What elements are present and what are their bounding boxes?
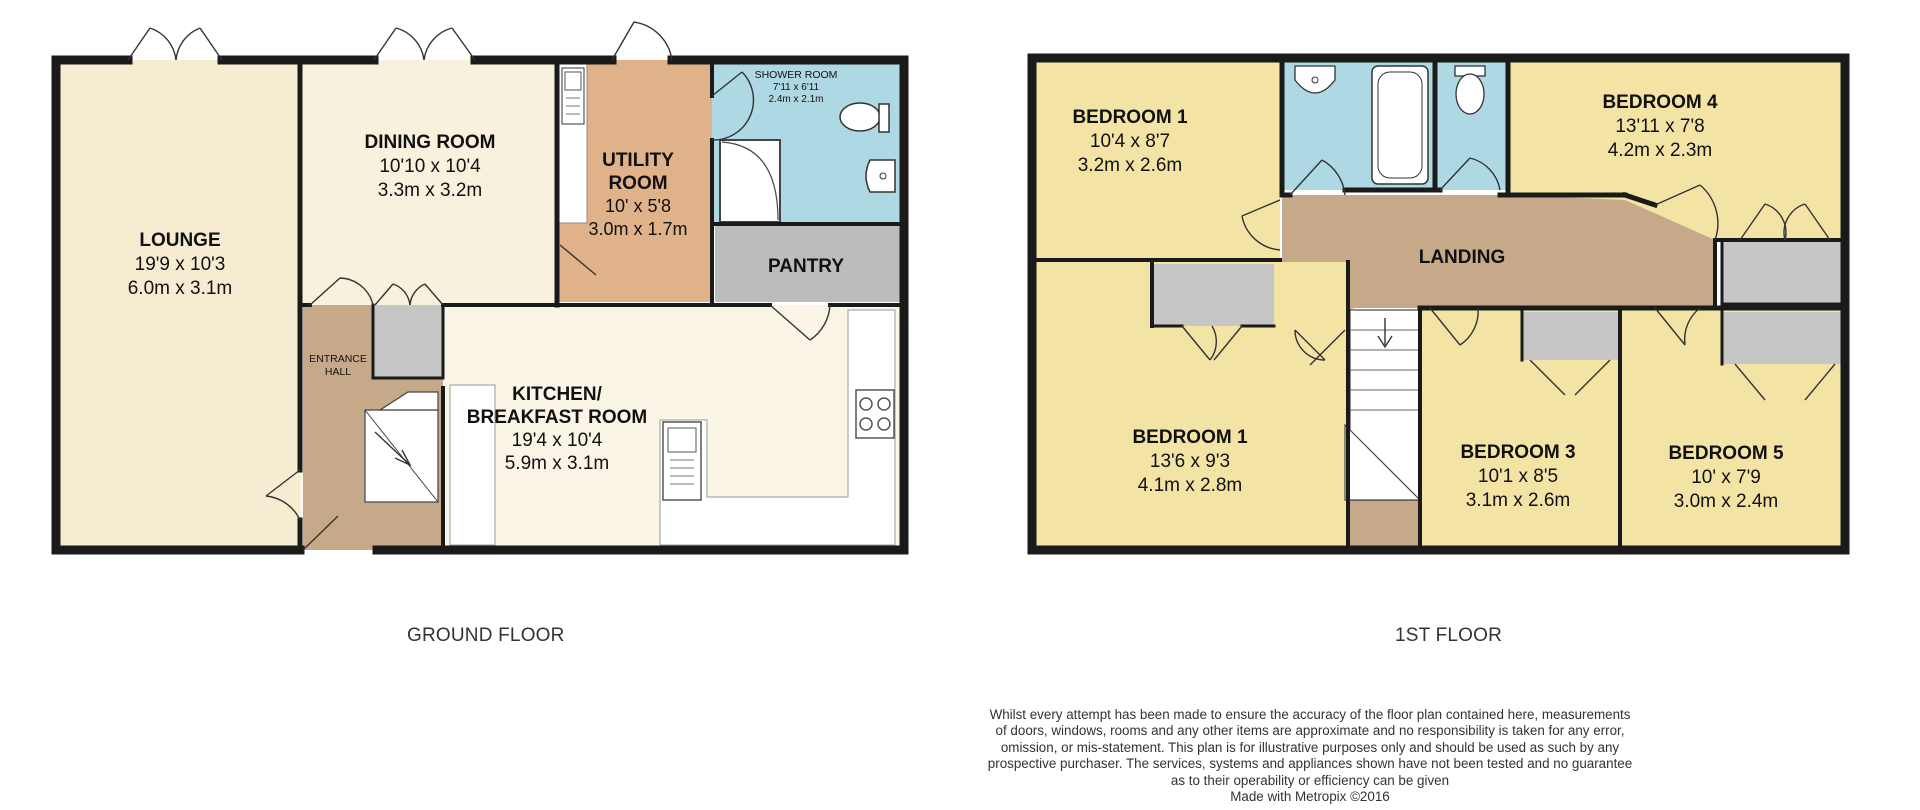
disclaimer-line: of doors, windows, rooms and any other items are approximate and no responsibility is taken for any error, [995,723,1625,739]
bedroom1-top-metric: 3.2m x 2.6m [1077,155,1183,176]
bedroom1-top-name: BEDROOM 1 [1072,107,1188,128]
bedroom1-bottom-imperial: 13'6 x 9'3 [1149,451,1231,472]
metropix-credit: Made with Metropix ©2016 [1230,789,1390,805]
hall-name-2: HALL [324,366,352,378]
lounge-metric: 6.0m x 3.1m [127,278,233,299]
utility-name-2: ROOM [608,173,668,194]
kitchen-name-1: KITCHEN/ [512,384,602,405]
toilet-icon [840,103,889,132]
dining-name: DINING ROOM [364,132,496,153]
shower-name: SHOWER ROOM [754,69,838,81]
disclaimer-line: omission, or mis-statement. This plan is for illustrative purposes only and should be used as such by any [1000,739,1620,755]
disclaimer-line: Whilst every attempt has been made to ensure the accuracy of the floor plan contained here, measurements [989,707,1631,722]
disclaimer-line: as to their operability or efficiency can be given [1170,772,1450,788]
bedroom1-bottom-metric: 4.1m x 2.8m [1137,475,1243,496]
cupboard-bedroom5 [1722,312,1842,364]
bedroom4-metric: 4.2m x 2.3m [1607,140,1713,161]
bedroom4-imperial: 13'11 x 7'8 [1615,116,1705,137]
bedroom1-top-imperial: 10'4 x 8'7 [1089,131,1171,152]
kitchen-name-2: BREAKFAST ROOM [466,407,648,428]
first-floor-stairs-icon [1345,310,1420,500]
toilet-icon-upstairs [1455,66,1485,114]
ground-floor-label: GROUND FLOOR [407,625,565,646]
dining-imperial: 10'10 x 10'4 [379,156,481,177]
bedroom4-name: BEDROOM 4 [1602,92,1718,113]
lounge-name: LOUNGE [139,230,221,251]
basin-icon [866,160,895,192]
utility-name-1: UTILITY [602,150,674,171]
bedroom3-metric: 3.1m x 2.6m [1465,490,1571,511]
disclaimer [880,707,1740,805]
kitchen-hob-icon [856,390,894,438]
utility-metric: 3.0m x 1.7m [588,219,688,239]
disclaimer-line: prospective purchaser. The services, systems and appliances shown have not been tested and no guarantee [987,756,1633,772]
shower-tray-icon [720,140,780,222]
hall-cupboard [373,305,443,378]
bedroom1-bottom-name: BEDROOM 1 [1132,427,1248,448]
bedroom5-metric: 3.0m x 2.4m [1673,491,1779,512]
lounge-room [56,60,300,550]
bedroom5-name: BEDROOM 5 [1668,443,1784,464]
bedroom5-imperial: 10' x 7'9 [1691,467,1761,488]
cupboard-landing [1722,242,1842,304]
pantry-name: PANTRY [768,256,844,277]
cupboard-bedroom3 [1522,312,1618,360]
bath-icon [1372,66,1428,184]
hall-name-1: ENTRANCE [309,353,367,365]
kitchen-metric: 5.9m x 3.1m [504,453,610,474]
dining-metric: 3.3m x 3.2m [377,180,483,201]
kitchen-imperial: 19'4 x 10'4 [511,430,603,451]
landing-name: LANDING [1418,247,1506,268]
kitchen-sink-icon [663,422,701,500]
shower-imperial: 7'11 x 6'11 [772,82,820,93]
bedroom3-name: BEDROOM 3 [1460,442,1576,463]
lounge-imperial: 19'9 x 10'3 [134,254,226,275]
utility-sink-icon [562,68,584,124]
utility-imperial: 10' x 5'8 [605,196,671,216]
shower-metric: 2.4m x 2.1m [768,94,824,105]
cupboard-bedroom1 [1152,264,1274,326]
first-floor-label: 1ST FLOOR [1395,625,1503,646]
landing-stair-floor [1350,500,1420,550]
bedroom3-imperial: 10'1 x 8'5 [1477,466,1559,487]
